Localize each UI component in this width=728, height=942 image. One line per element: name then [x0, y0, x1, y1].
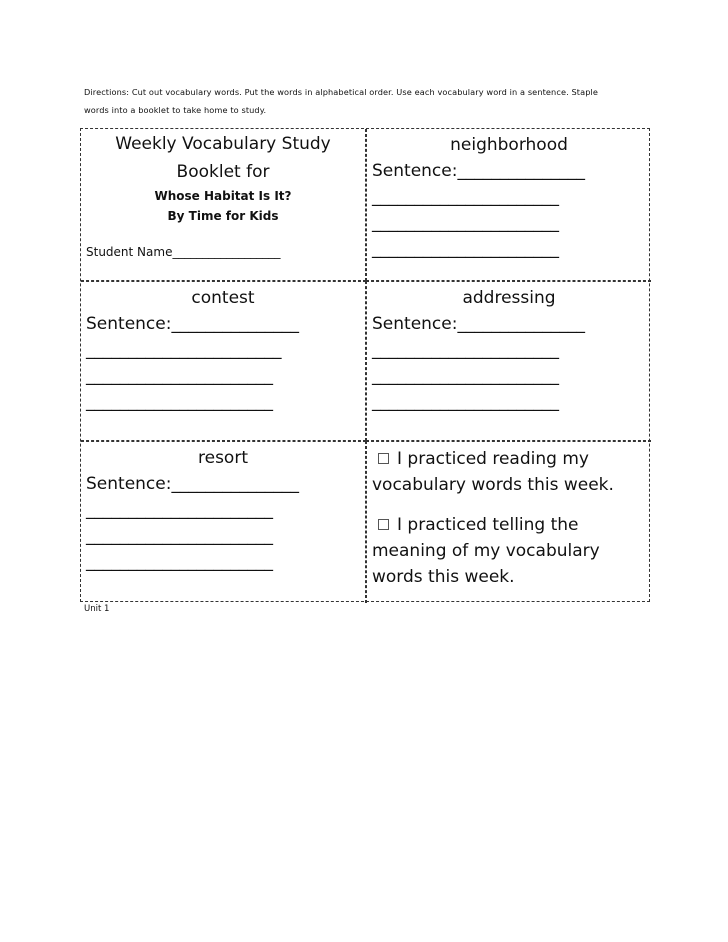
vocab-word: resort [198, 448, 248, 468]
checklist-text: I practiced telling the [397, 515, 579, 535]
vocab-word: neighborhood [450, 135, 568, 155]
blank-line[interactable]: ______________________ [372, 187, 559, 207]
book-title: Whose Habitat Is It? [154, 189, 292, 203]
cover-title-line-1: Weekly Vocabulary Study [115, 134, 331, 154]
sentence-line[interactable]: Sentence:_______________ [86, 474, 299, 494]
vocab-word: contest [191, 288, 255, 308]
blank-line[interactable]: ______________________ [372, 392, 559, 412]
checkbox-icon[interactable] [378, 453, 389, 464]
blank-line[interactable]: ______________________ [86, 392, 273, 412]
checklist-text-continued: vocabulary words this week. [372, 475, 614, 495]
blank-line[interactable]: ______________________ [372, 239, 559, 259]
blank-line[interactable]: ______________________ [86, 526, 273, 546]
unit-label: Unit 1 [84, 604, 110, 614]
sentence-line[interactable]: Sentence:_______________ [372, 161, 585, 181]
directions-line-1: Directions: Cut out vocabulary words. Put the words in alphabetical order. Use each vocabulary word in a sentence. Staple [84, 87, 599, 97]
vocab-word: addressing [462, 288, 556, 308]
student-name-field[interactable]: Student Name__________________ [86, 245, 281, 259]
sentence-line[interactable]: Sentence:_______________ [372, 314, 585, 334]
checklist-text-continued: words this week. [372, 567, 515, 587]
blank-line[interactable]: _______________________ [86, 340, 282, 360]
blank-line[interactable]: ______________________ [372, 366, 559, 386]
directions-line-2: words into a booklet to take home to study. [84, 105, 267, 115]
vocabulary-card-grid [80, 128, 650, 602]
checkbox-icon[interactable] [378, 519, 389, 530]
cover-card [81, 129, 366, 281]
vocab-card-addressing [366, 281, 651, 441]
vocab-card-resort [81, 441, 366, 603]
book-author: By Time for Kids [167, 209, 279, 223]
practice-checklist-card [366, 441, 651, 603]
blank-line[interactable]: ______________________ [86, 366, 273, 386]
checklist-text-continued: meaning of my vocabulary [372, 541, 600, 561]
vocab-card-neighborhood [366, 129, 651, 281]
checklist-item-reading[interactable] [367, 446, 651, 472]
vocab-card-contest [81, 281, 366, 441]
checklist-text: I practiced reading my [397, 449, 589, 469]
blank-line[interactable]: ______________________ [86, 552, 273, 572]
blank-line[interactable]: ______________________ [372, 340, 559, 360]
directions [84, 83, 644, 119]
sentence-line[interactable]: Sentence:_______________ [86, 314, 299, 334]
blank-line[interactable]: ______________________ [86, 500, 273, 520]
checklist-item-telling-meaning[interactable] [367, 512, 651, 538]
blank-line[interactable]: ______________________ [372, 213, 559, 233]
cover-title-line-2: Booklet for [176, 162, 270, 182]
